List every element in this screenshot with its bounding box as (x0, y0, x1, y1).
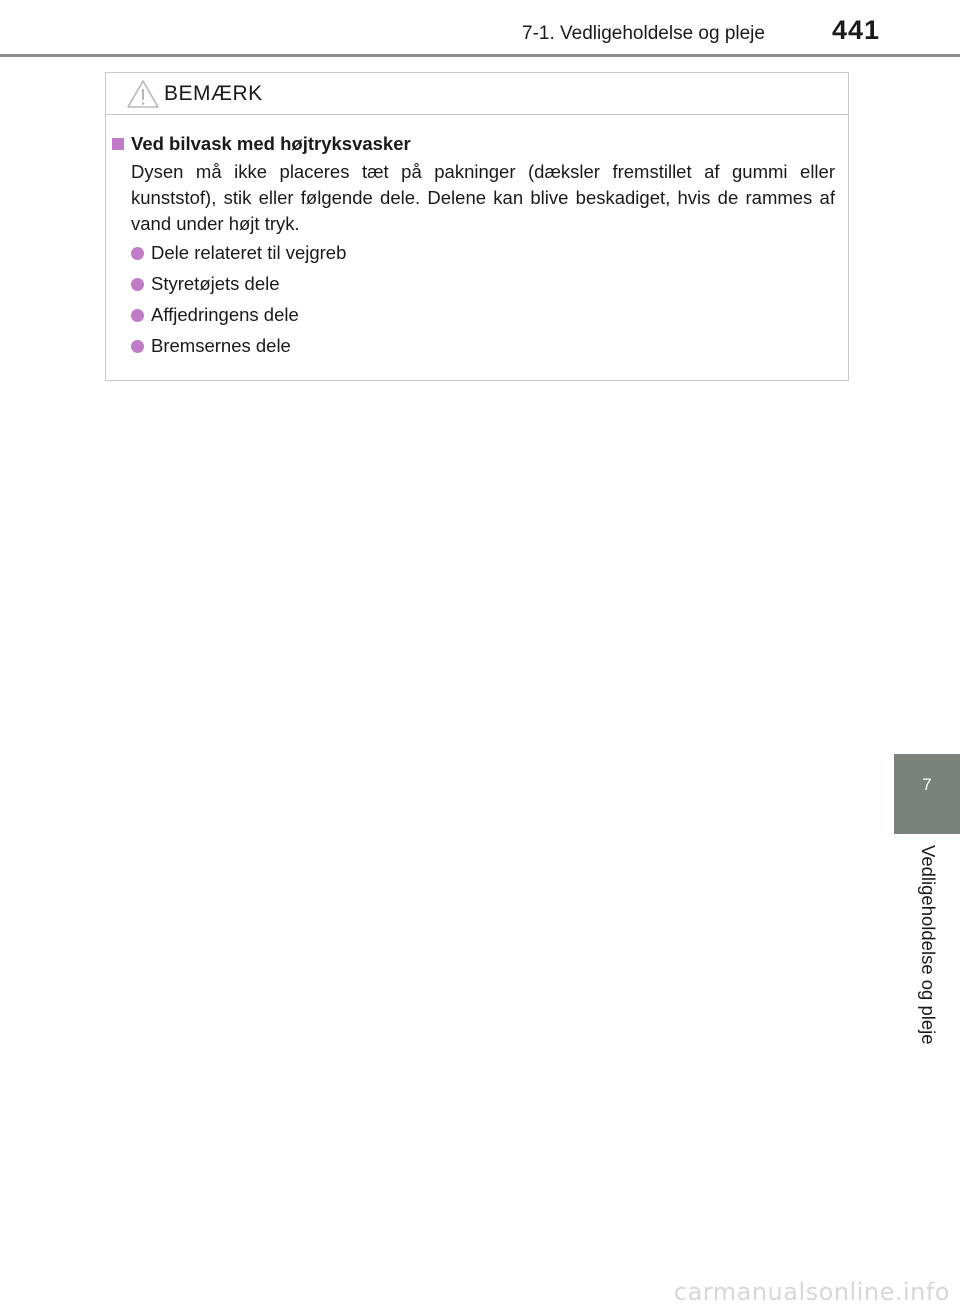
chapter-tab (894, 754, 960, 834)
warning-triangle-icon (126, 79, 160, 109)
notice-heading-text: Ved bilvask med højtryksvasker (131, 133, 411, 154)
list-item (131, 271, 346, 302)
page-number: 441 (832, 15, 881, 45)
circle-bullet-icon (131, 309, 144, 322)
square-bullet-icon (112, 138, 124, 150)
circle-bullet-icon (131, 278, 144, 291)
circle-bullet-icon (131, 247, 144, 260)
circle-bullet-icon (131, 340, 144, 353)
notice-box (105, 72, 849, 381)
chapter-label: Vedligeholdelse og pleje (918, 845, 939, 1045)
notice-body: Dysen må ikke placeres tæt på pakninger (dæksler fremstillet af gummi eller kunststof), stik eller følgende dele. Delene kan blive beskadiget, hvis de rammes af vand under højt tryk. (131, 161, 835, 234)
list-item-label: Dele relateret til vejgreb (151, 242, 347, 263)
list-item (131, 302, 346, 333)
list-item (131, 240, 346, 271)
notice-header (106, 73, 848, 115)
section-title: 7-1. Vedligeholdelse og pleje (522, 23, 765, 44)
notice-title: BEMÆRK (164, 82, 263, 105)
header-divider (0, 54, 960, 57)
list-item-label: Affjedringens dele (151, 304, 299, 325)
parts-list (131, 240, 346, 364)
watermark: carmanualsonline.info (673, 1278, 950, 1306)
chapter-number: 7 (922, 775, 932, 794)
list-item-label: Bremsernes dele (151, 335, 291, 356)
list-item (131, 333, 346, 364)
notice-heading (112, 133, 411, 155)
list-item-label: Styretøjets dele (151, 273, 280, 294)
